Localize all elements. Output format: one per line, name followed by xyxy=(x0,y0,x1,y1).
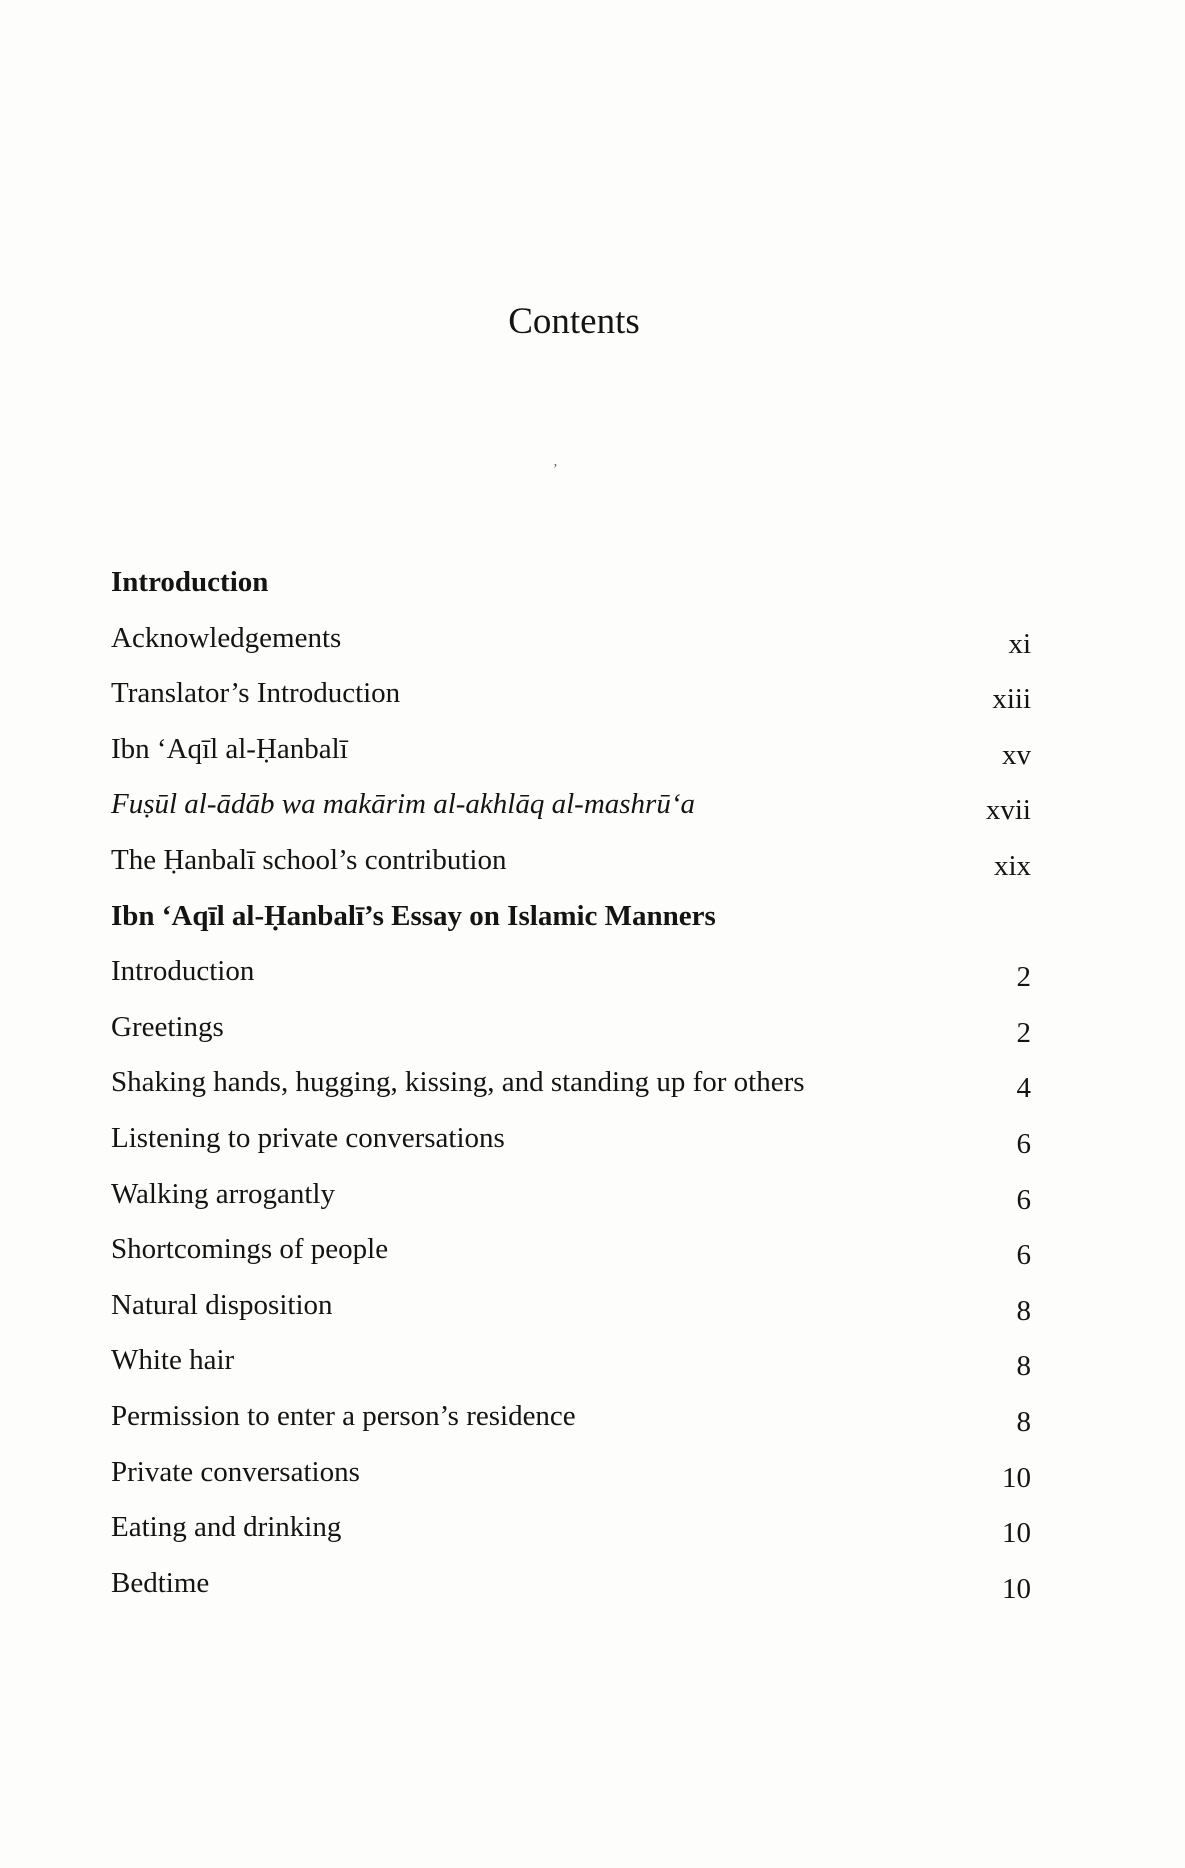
toc-entry xyxy=(111,727,1031,783)
toc-entry-label: Bedtime xyxy=(111,1566,210,1599)
toc-page-number: xi xyxy=(1008,627,1031,660)
page-title: Contents xyxy=(508,301,640,342)
toc-section-heading xyxy=(111,560,1031,616)
toc-page-number: 2 xyxy=(1016,961,1031,994)
toc-entry xyxy=(111,1561,1031,1617)
toc-entry xyxy=(111,1227,1031,1283)
toc-entry xyxy=(111,1394,1031,1450)
toc-entry-label: Translator’s Introduction xyxy=(111,677,401,710)
toc-entry-label: Acknowledgements xyxy=(111,621,342,654)
toc-entry-label: Fuṣūl al-ādāb wa makārim al-akhlāq al-mashrū‘a xyxy=(111,788,695,821)
toc-entry xyxy=(111,1505,1031,1561)
toc-page-number: 6 xyxy=(1016,1239,1031,1272)
toc-entry-label: Greetings xyxy=(111,1010,224,1043)
toc-entry-label: White hair xyxy=(111,1344,235,1377)
toc-page-number: xiii xyxy=(992,683,1031,716)
toc-entry-label: Introduction xyxy=(111,566,269,598)
toc-entry xyxy=(111,616,1031,672)
toc-page-number: 2 xyxy=(1016,1016,1031,1049)
toc-entry-label: Shortcomings of people xyxy=(111,1233,389,1266)
toc-page-number: 6 xyxy=(1016,1127,1031,1160)
toc-entry xyxy=(111,1116,1031,1172)
toc-entry-label: Ibn ‘Aqīl al-Ḥanbalī xyxy=(111,732,348,765)
print-speck: ʼ xyxy=(553,462,558,477)
toc-entry-label: Permission to enter a person’s residence xyxy=(111,1399,576,1432)
toc-entry-label: Listening to private conversations xyxy=(111,1121,505,1154)
toc-entry xyxy=(111,1450,1031,1506)
toc-entry xyxy=(111,1283,1031,1339)
toc-entry-label: The Ḥanbalī school’s contribution xyxy=(111,843,507,876)
toc-entry xyxy=(111,1172,1031,1228)
toc-entry xyxy=(111,838,1031,894)
toc-page-number: 8 xyxy=(1016,1294,1031,1327)
toc-page-number: 6 xyxy=(1016,1183,1031,1216)
toc-entry xyxy=(111,782,1031,838)
toc-entry-label: Walking arrogantly xyxy=(111,1177,335,1210)
toc-page-number: xix xyxy=(993,849,1031,882)
toc-section-heading xyxy=(111,894,1031,950)
toc-entry-label: Private conversations xyxy=(111,1455,360,1488)
toc-page-number: 10 xyxy=(1002,1572,1031,1605)
toc-page-number: xvii xyxy=(985,794,1031,827)
table-of-contents xyxy=(111,560,1031,1616)
toc-page-number: 10 xyxy=(1002,1517,1031,1550)
toc-entry-label: Ibn ‘Aqīl al-Ḥanbalī’s Essay on Islamic Manners xyxy=(111,899,716,932)
toc-entry xyxy=(111,671,1031,727)
toc-entry xyxy=(111,1060,1031,1116)
toc-page-number: 10 xyxy=(1002,1461,1031,1494)
toc-page-number: 4 xyxy=(1016,1072,1031,1105)
toc-entry xyxy=(111,1338,1031,1394)
toc-entry xyxy=(111,949,1031,1005)
toc-entry-label: Natural disposition xyxy=(111,1288,333,1321)
toc-entry-label: Shaking hands, hugging, kissing, and standing up for others xyxy=(111,1066,805,1099)
toc-page-number: 8 xyxy=(1016,1405,1031,1438)
toc-entry-label: Eating and drinking xyxy=(111,1511,342,1544)
toc-page-number: xv xyxy=(1002,738,1031,771)
toc-page-number: 8 xyxy=(1016,1350,1031,1383)
toc-entry-label: Introduction xyxy=(111,955,255,988)
toc-entry xyxy=(111,1005,1031,1061)
